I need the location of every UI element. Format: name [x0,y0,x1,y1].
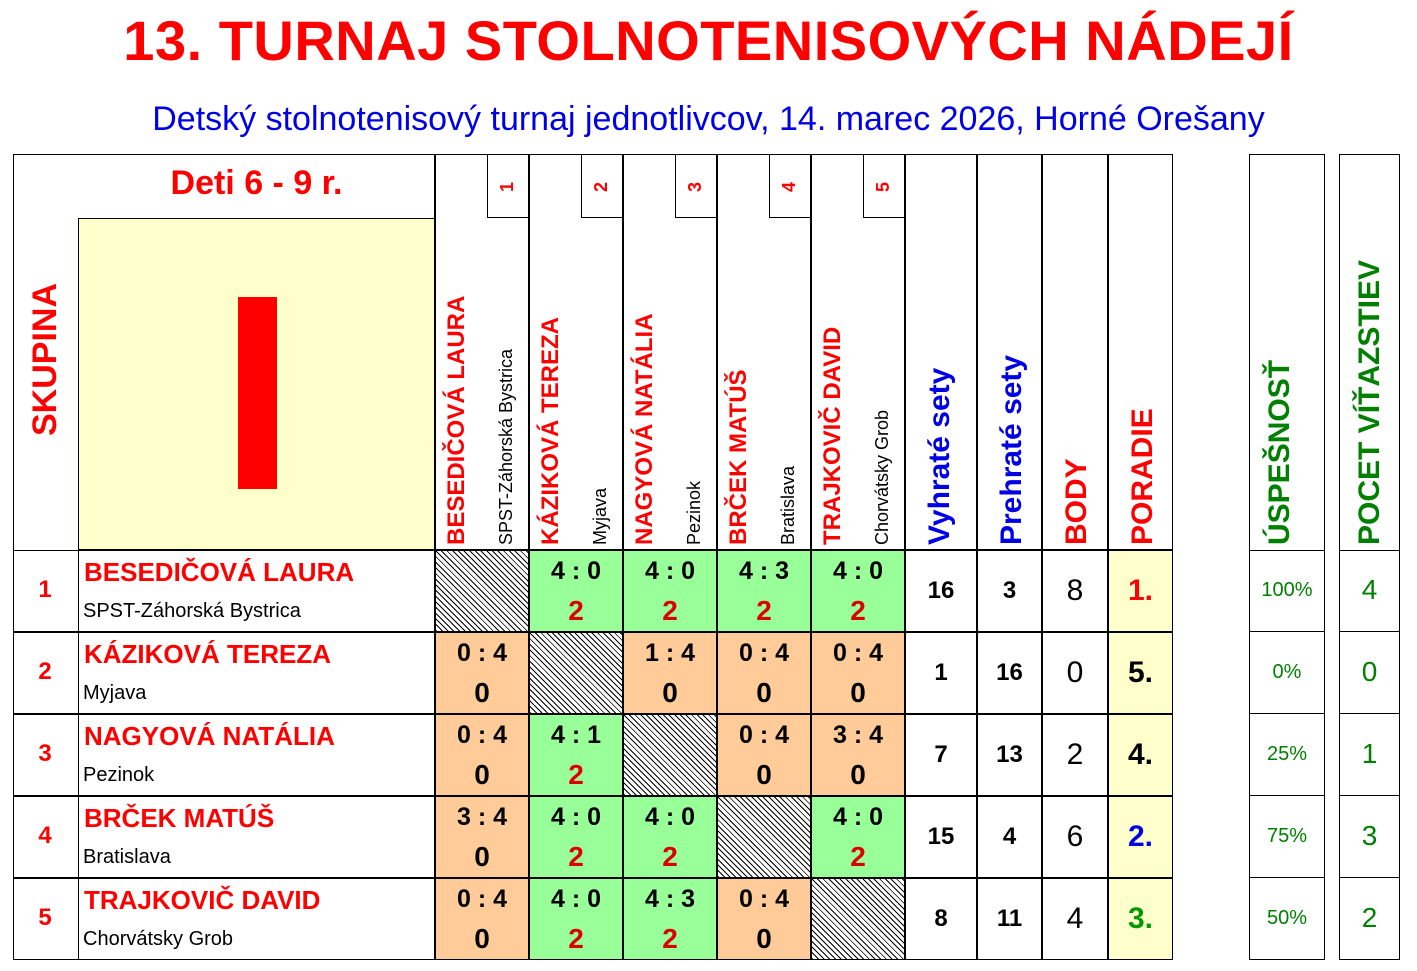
win-count: 2 [1339,878,1400,960]
score-sets-lost: 3 [775,557,790,585]
player-club: Bratislava [83,846,171,868]
match-score [624,557,716,586]
category-label: Deti 6 - 9 r. [170,164,343,202]
stat-rank: 1. [1108,550,1173,632]
score-separator: : [564,721,588,749]
stat-points: 0 [1042,632,1108,714]
match-result-cell [811,550,905,632]
match-points: 2 [662,595,678,626]
player-name: KÁZIKOVÁ TEREZA [84,639,331,669]
player-name: TRAJKOVIČ DAVID [84,885,321,915]
score-sets-won: 4 [644,803,659,831]
self-match-cell [623,714,717,796]
match-result-cell [529,878,623,960]
score-separator: : [846,721,870,749]
score-separator: : [752,721,776,749]
row-number: 4 [38,822,52,849]
stat-won-sets: 8 [905,878,977,960]
score-sets-lost: 1 [587,721,602,749]
match-points: 0 [474,923,490,954]
match-score [530,557,622,586]
match-score [530,721,622,750]
opponent-club: SPST-Záhorská Bystrica [496,348,516,545]
match-score [530,885,622,914]
stat-lost-sets: 4 [977,796,1042,878]
match-score [624,803,716,832]
score-sets-lost: 4 [493,803,508,831]
match-score [718,557,810,586]
match-points: 2 [662,923,678,954]
opponent-club: Pezinok [684,480,704,545]
match-score [812,721,904,750]
opponent-club: Chorvátsky Grob [872,409,892,545]
match-result-cell [811,796,905,878]
score-sets-won: 3 [832,721,847,749]
score-separator: : [564,557,588,585]
self-match-cell [529,632,623,714]
page-title: 13. TURNAJ STOLNOTENISOVÝCH NÁDEJÍ [123,9,1294,72]
side-header-label: POCET VÍŤAZSTIEV [1353,259,1386,545]
score-sets-won: 0 [832,639,847,667]
score-sets-lost: 3 [681,885,696,913]
score-separator: : [658,557,682,585]
match-result-cell [529,714,623,796]
score-separator: : [470,885,494,913]
stat-points: 8 [1042,550,1108,632]
score-sets-won: 4 [550,803,565,831]
match-score [624,885,716,914]
match-score [624,639,716,668]
score-sets-won: 4 [644,885,659,913]
opponent-number: 2 [591,181,611,192]
success-rate: 0% [1249,632,1325,714]
win-count: 4 [1339,550,1400,632]
score-sets-won: 4 [832,803,847,831]
opponent-club: Bratislava [778,465,798,545]
match-points: 2 [850,595,866,626]
match-score [812,639,904,668]
score-sets-won: 0 [738,721,753,749]
match-result-cell [811,714,905,796]
player-club: SPST-Záhorská Bystrica [83,600,301,622]
row-number: 2 [38,658,52,685]
match-points: 2 [568,841,584,872]
opponent-number: 1 [497,181,517,192]
stat-rank: 2. [1108,796,1173,878]
score-separator: : [846,557,870,585]
match-result-cell [623,632,717,714]
score-sets-lost: 0 [587,557,602,585]
score-sets-lost: 0 [587,885,602,913]
opponent-name: BRČEK MATÚŠ [725,369,752,545]
match-score [718,885,810,914]
opponent-club: Myjava [590,487,610,545]
stat-lost-sets: 11 [977,878,1042,960]
score-sets-lost: 4 [869,639,884,667]
match-points: 0 [474,841,490,872]
score-separator: : [470,639,494,667]
success-rate: 50% [1249,878,1325,960]
match-score [812,557,904,586]
stat-header-label: PORADIE [1126,408,1159,545]
match-result-cell [717,632,811,714]
stat-points: 4 [1042,878,1108,960]
match-score [436,639,528,668]
score-sets-won: 4 [832,557,847,585]
opponent-number: 3 [685,181,705,192]
score-separator: : [752,557,776,585]
match-points: 0 [850,759,866,790]
score-sets-won: 0 [456,721,471,749]
score-sets-lost: 0 [869,803,884,831]
match-points: 2 [850,841,866,872]
score-sets-lost: 0 [681,557,696,585]
match-points: 2 [662,841,678,872]
stat-won-sets: 7 [905,714,977,796]
stat-lost-sets: 13 [977,714,1042,796]
match-result-cell [623,796,717,878]
match-score [436,721,528,750]
match-points: 0 [756,759,772,790]
score-sets-won: 4 [550,885,565,913]
player-club: Myjava [83,682,147,704]
score-separator: : [846,639,870,667]
match-result-cell [811,632,905,714]
score-separator: : [564,803,588,831]
match-score [718,639,810,668]
self-match-cell [717,796,811,878]
stat-points: 2 [1042,714,1108,796]
score-sets-won: 0 [738,885,753,913]
success-rate: 25% [1249,714,1325,796]
opponent-number: 4 [779,181,799,192]
score-sets-won: 0 [738,639,753,667]
stat-rank: 5. [1108,632,1173,714]
score-sets-lost: 4 [775,885,790,913]
stat-header-label: Prehraté sety [995,354,1028,545]
opponent-name: KÁZIKOVÁ TEREZA [537,317,564,545]
match-result-cell [529,550,623,632]
player-name: BESEDIČOVÁ LAURA [84,557,355,587]
match-result-cell [623,878,717,960]
opponent-name: NAGYOVÁ NATÁLIA [631,313,658,545]
match-result-cell [435,796,529,878]
score-separator: : [470,803,494,831]
score-sets-won: 4 [644,557,659,585]
match-points: 2 [568,923,584,954]
match-points: 2 [568,759,584,790]
match-result-cell [435,878,529,960]
match-points: 0 [662,677,678,708]
group-number-glyph [238,297,277,489]
stat-won-sets: 1 [905,632,977,714]
success-rate: 75% [1249,796,1325,878]
self-match-cell [811,878,905,960]
score-sets-won: 0 [456,885,471,913]
score-sets-lost: 4 [493,721,508,749]
match-result-cell [717,714,811,796]
stat-header-label: BODY [1060,458,1093,545]
self-match-cell [435,550,529,632]
win-count: 0 [1339,632,1400,714]
group-label: SKUPINA [26,282,64,436]
score-sets-won: 4 [550,721,565,749]
match-points: 2 [756,595,772,626]
row-number: 5 [38,904,52,931]
score-sets-lost: 0 [869,557,884,585]
match-result-cell [529,796,623,878]
win-count: 3 [1339,796,1400,878]
row-number: 1 [38,576,52,603]
match-score [436,885,528,914]
stat-lost-sets: 3 [977,550,1042,632]
player-name: BRČEK MATÚŠ [84,803,275,833]
score-sets-won: 1 [644,639,659,667]
match-result-cell [623,550,717,632]
match-result-cell [717,550,811,632]
score-sets-won: 4 [550,557,565,585]
stat-header-label: Vyhraté sety [923,367,956,545]
side-header-label: ÚSPEŠNOSŤ [1263,359,1296,545]
match-points: 0 [850,677,866,708]
player-club: Chorvátsky Grob [83,928,234,950]
stat-lost-sets: 16 [977,632,1042,714]
player-club: Pezinok [83,764,155,786]
score-separator: : [752,639,776,667]
score-sets-won: 3 [456,803,471,831]
score-sets-lost: 4 [869,721,884,749]
score-separator: : [658,639,682,667]
score-sets-lost: 4 [493,639,508,667]
score-separator: : [658,803,682,831]
match-result-cell [435,632,529,714]
stat-won-sets: 15 [905,796,977,878]
match-score [530,803,622,832]
match-result-cell [717,878,811,960]
match-points: 2 [568,595,584,626]
score-separator: : [752,885,776,913]
score-sets-won: 4 [738,557,753,585]
success-rate: 100% [1249,550,1325,632]
score-sets-lost: 0 [587,803,602,831]
match-points: 0 [756,923,772,954]
match-points: 0 [756,677,772,708]
score-sets-won: 0 [456,639,471,667]
match-points: 0 [474,759,490,790]
stat-rank: 3. [1108,878,1173,960]
opponent-number: 5 [873,181,893,192]
match-score [718,721,810,750]
stat-rank: 4. [1108,714,1173,796]
page-subtitle: Detský stolnotenisový turnaj jednotlivcov, 14. marec 2026, Horné Orešany [152,100,1265,138]
stat-won-sets: 16 [905,550,977,632]
row-number: 3 [38,740,52,767]
match-points: 0 [474,677,490,708]
win-count: 1 [1339,714,1400,796]
score-separator: : [658,885,682,913]
score-sets-lost: 4 [775,721,790,749]
opponent-name: TRAJKOVIČ DAVID [819,326,846,545]
score-separator: : [470,721,494,749]
score-sets-lost: 4 [775,639,790,667]
stat-points: 6 [1042,796,1108,878]
match-score [812,803,904,832]
player-name: NAGYOVÁ NATÁLIA [84,721,335,751]
score-sets-lost: 4 [681,639,696,667]
match-result-cell [435,714,529,796]
match-score [436,803,528,832]
score-separator: : [846,803,870,831]
opponent-name: BESEDIČOVÁ LAURA [443,295,470,545]
score-sets-lost: 4 [493,885,508,913]
score-sets-lost: 0 [681,803,696,831]
score-separator: : [564,885,588,913]
